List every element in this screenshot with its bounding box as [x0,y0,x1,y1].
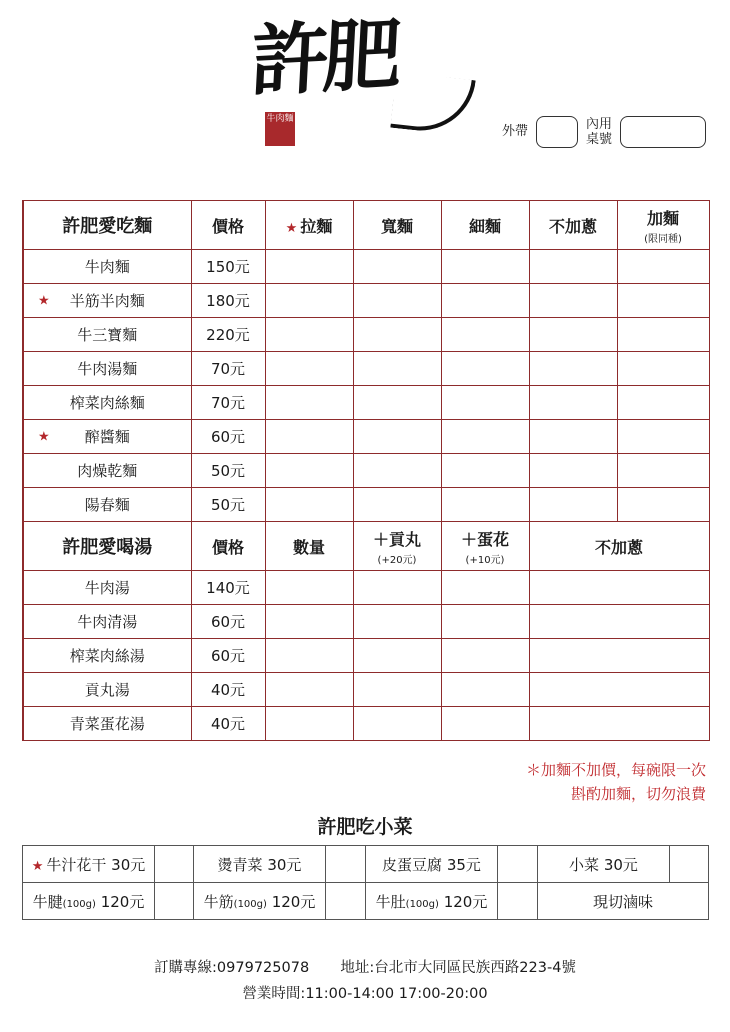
noodle-section-title: 許肥愛吃麵 [23,201,191,250]
extra-noodle-policy-note [526,758,706,806]
checkbox-add-egg[interactable] [441,673,529,707]
logo-stamp-icon: 牛肉麵 [265,112,295,146]
input-qty-beef-tendon[interactable] [326,883,366,920]
restaurant-logo [243,9,473,144]
noodle-header-row [23,201,709,250]
table-row [23,284,709,318]
item-name: 牛三寶麵 [23,318,191,352]
checkbox-add-egg[interactable] [441,571,529,605]
checkbox-extra-noodle[interactable] [617,420,709,454]
table-row [23,352,709,386]
takeout-checkbox[interactable] [536,116,578,148]
checkbox-wide[interactable] [353,284,441,318]
checkbox-thin[interactable] [441,284,529,318]
side-item-century-egg-tofu: 皮蛋豆腐 35元 [366,846,498,883]
side-item-beef-shank: 牛腱(100g) 120元 [23,883,155,920]
input-quantity[interactable] [265,639,353,673]
checkbox-no-scallion[interactable] [529,284,617,318]
checkbox-no-scallion[interactable] [529,639,709,673]
logo-brushstroke-icon [390,72,475,136]
checkbox-add-egg[interactable] [441,707,529,741]
checkbox-ramen[interactable] [265,352,353,386]
checkbox-ramen[interactable] [265,420,353,454]
contact-footer [0,955,730,1007]
checkbox-no-scallion[interactable] [529,250,617,284]
table-row [23,707,709,741]
item-name: 牛肉湯 [23,571,191,605]
checkbox-no-scallion[interactable] [529,571,709,605]
checkbox-thin[interactable] [441,318,529,352]
checkbox-extra-noodle[interactable] [617,318,709,352]
item-name: 牛肉清湯 [23,605,191,639]
checkbox-thin[interactable] [441,250,529,284]
checkbox-add-meatball[interactable] [353,707,441,741]
noodle-price-header: 價格 [191,201,265,250]
menu-order-table [22,200,710,741]
side-item-beef-tofu: ★ 牛汁花干 30元 [23,846,155,883]
item-name: 榨菜肉絲麵 [23,386,191,420]
checkbox-thin[interactable] [441,420,529,454]
checkbox-ramen[interactable] [265,250,353,284]
input-quantity[interactable] [265,673,353,707]
checkbox-wide[interactable] [353,454,441,488]
checkbox-thin[interactable] [441,488,529,522]
item-name: 牛肉湯麵 [23,352,191,386]
table-row [23,639,709,673]
item-price: 150元 [191,250,265,284]
checkbox-wide[interactable] [353,420,441,454]
item-name: 肉燥乾麵 [23,454,191,488]
checkbox-wide[interactable] [353,352,441,386]
input-qty-beef-tofu[interactable] [155,846,194,883]
table-number-input[interactable] [620,116,706,148]
soup-quantity-header: 數量 [265,522,353,571]
side-item-beef-tripe: 牛肚(100g) 120元 [366,883,498,920]
table-row [23,488,709,522]
checkbox-add-meatball[interactable] [353,605,441,639]
checkbox-add-meatball[interactable] [353,571,441,605]
input-quantity[interactable] [265,571,353,605]
checkbox-ramen[interactable] [265,488,353,522]
checkbox-no-scallion[interactable] [529,420,617,454]
checkbox-ramen[interactable] [265,386,353,420]
noodle-type-thin-header: 細麵 [441,201,529,250]
side-dish-row-2 [23,883,709,920]
checkbox-thin[interactable] [441,352,529,386]
table-row [23,571,709,605]
add-meatball-note: (+20元) [377,554,417,566]
input-qty-beef-tripe[interactable] [498,883,538,920]
input-quantity[interactable] [265,605,353,639]
soup-header-row [23,522,709,571]
item-price: 60元 [191,639,265,673]
star-icon: ★ [38,429,50,444]
business-hours: 營業時間:11:00-14:00 17:00-20:00 [242,986,488,1002]
checkbox-no-scallion[interactable] [529,352,617,386]
item-price: 140元 [191,571,265,605]
item-price: 60元 [191,605,265,639]
side-item-blanched-greens: 燙青菜 30元 [194,846,326,883]
side-item-fresh-braised: 現切滷味 [538,883,709,920]
checkbox-extra-noodle[interactable] [617,250,709,284]
table-row [23,420,709,454]
item-price: 70元 [191,386,265,420]
item-name: 陽春麵 [23,488,191,522]
logo-wordmark: 許肥 [248,9,398,108]
checkbox-extra-noodle[interactable] [617,488,709,522]
table-number-label-line1: 內用 [585,117,612,132]
input-qty-century-egg-tofu[interactable] [498,846,538,883]
checkbox-wide[interactable] [353,250,441,284]
checkbox-no-scallion[interactable] [529,605,709,639]
item-price: 70元 [191,352,265,386]
checkbox-add-egg[interactable] [441,605,529,639]
item-name: ★ 醡醬麵 [23,420,191,454]
extra-noodle-note: (限同種) [644,233,682,245]
table-row [23,605,709,639]
input-qty-beef-shank[interactable] [155,883,194,920]
side-dish-section-title: 許肥吃小菜 [317,816,413,838]
side-item-beef-tendon: 牛筋(100g) 120元 [194,883,326,920]
checkbox-extra-noodle[interactable] [617,454,709,488]
side-item-small-dish: 小菜 30元 [538,846,670,883]
side-dish-row-1 [23,846,709,883]
item-name: ★ 半筋半肉麵 [23,284,191,318]
checkbox-extra-noodle[interactable] [617,386,709,420]
input-qty-blanched-greens[interactable] [326,846,366,883]
checkbox-thin[interactable] [441,454,529,488]
menu-header [0,0,730,185]
footer-line-1 [0,955,730,981]
checkbox-thin[interactable] [441,386,529,420]
checkbox-wide[interactable] [353,488,441,522]
add-meatball-header: ＋貢丸 (+20元) [353,522,441,571]
star-icon: ★ [38,293,50,308]
checkbox-add-meatball[interactable] [353,673,441,707]
checkbox-ramen[interactable] [265,454,353,488]
table-row [23,318,709,352]
add-egg-header: ＋蛋花 (+10元) [441,522,529,571]
noodle-type-ramen-header: ★ 拉麵 [265,201,353,250]
table-row [23,673,709,707]
no-scallion-header: 不加蔥 [529,201,617,250]
checkbox-no-scallion[interactable] [529,454,617,488]
checkbox-no-scallion[interactable] [529,673,709,707]
side-dish-table [22,845,709,920]
input-qty-small-dish[interactable] [670,846,709,883]
item-price: 40元 [191,707,265,741]
table-number-label [586,117,612,147]
item-price: 50元 [191,454,265,488]
item-name: 牛肉麵 [23,250,191,284]
order-type-fields [502,116,706,148]
table-row [23,454,709,488]
address: 地址:台北市大同區民族西路223-4號 [340,960,576,976]
input-quantity[interactable] [265,707,353,741]
item-name: 貢丸湯 [23,673,191,707]
star-icon: ★ [31,858,44,874]
table-row [23,386,709,420]
item-price: 60元 [191,420,265,454]
checkbox-add-meatball[interactable] [353,639,441,673]
soup-section-title: 許肥愛喝湯 [23,522,191,571]
item-price: 50元 [191,488,265,522]
add-egg-note: (+10元) [465,554,505,566]
extra-noodle-header: 加麵 (限同種) [617,201,709,250]
table-number-label-line2: 桌號 [585,132,612,147]
checkbox-wide[interactable] [353,386,441,420]
item-price: 40元 [191,673,265,707]
order-phone: 訂購專線:0979725078 [154,960,310,976]
checkbox-no-scallion[interactable] [529,386,617,420]
checkbox-ramen[interactable] [265,318,353,352]
note-line-1: ＊加麵不加價，每碗限一次 [525,761,706,779]
checkbox-ramen[interactable] [265,284,353,318]
checkbox-add-egg[interactable] [441,639,529,673]
soup-price-header: 價格 [191,522,265,571]
checkbox-extra-noodle[interactable] [617,284,709,318]
star-icon: ★ [285,220,298,236]
table-row [23,250,709,284]
note-line-2: 斟酌加麵，切勿浪費 [570,785,706,803]
checkbox-no-scallion[interactable] [529,707,709,741]
takeout-label: 外帶 [501,124,528,139]
item-price: 180元 [191,284,265,318]
item-name: 榨菜肉絲湯 [23,639,191,673]
noodle-type-wide-header: 寬麵 [353,201,441,250]
item-price: 220元 [191,318,265,352]
checkbox-extra-noodle[interactable] [617,352,709,386]
checkbox-no-scallion[interactable] [529,488,617,522]
checkbox-wide[interactable] [353,318,441,352]
checkbox-no-scallion[interactable] [529,318,617,352]
item-name: 青菜蛋花湯 [23,707,191,741]
soup-no-scallion-header: 不加蔥 [529,522,709,571]
